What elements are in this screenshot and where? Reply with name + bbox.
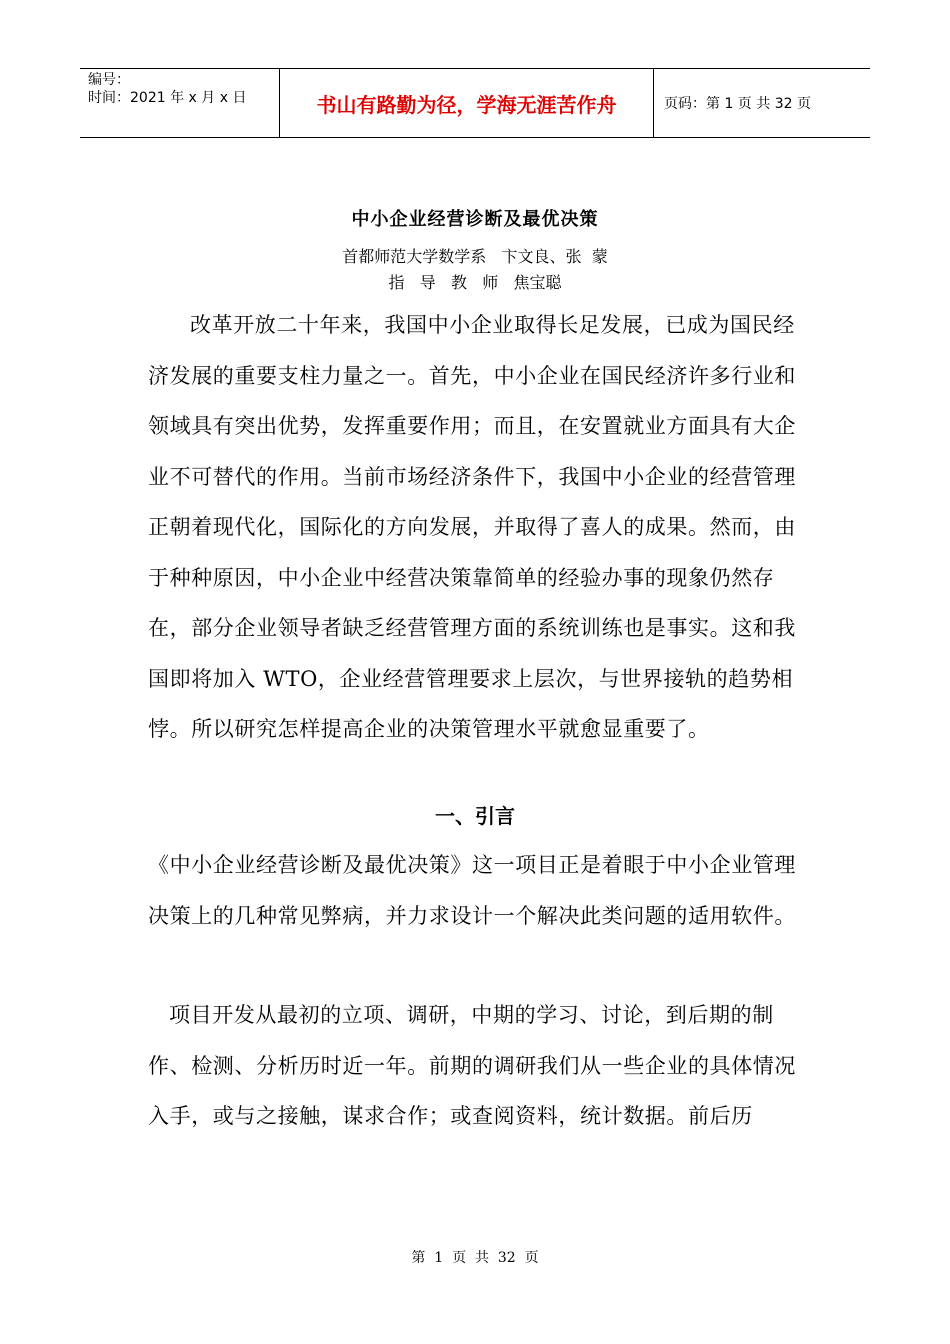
advisor-line: 指 导 教 师 焦宝聪 <box>388 273 562 292</box>
header-motto-cell <box>280 69 654 137</box>
document-title: 中小企业经营诊断及最优决策 <box>351 209 599 230</box>
page-footer: 第 1 页 共 32 页 <box>411 1250 539 1266</box>
number-label: 编号： <box>88 72 130 88</box>
header-meta-cell <box>80 69 280 137</box>
authors-line: 首都师范大学数学系 卞文良、张 蒙 <box>342 247 608 266</box>
header-table <box>80 68 870 138</box>
header-page-cell <box>654 69 870 137</box>
section-paragraph: 《中小企业经营诊断及最优决策》这一项目正是着眼于中小企业管理决策上的几种常见弊病，并力求设计一个解决此类问题的适用软件。 <box>148 853 796 928</box>
page-code: 页码：第 1 页 共 32 页 <box>664 96 811 112</box>
time-label: 时间：2021 年 x 月 x 日 <box>88 90 247 106</box>
motto: 书山有路勤为径，学海无涯苦作舟 <box>316 92 617 117</box>
intro-paragraph: 改革开放二十年来，我国中小企业取得长足发展，已成为国民经济发展的重要支柱力量之一。首先，中小企业在国民经济许多行业和领域具有突出优势，发挥重要作用；而且，在安置就业方面具有大企业不可替代的作用。当前市场经济条件下，我国中小企业的经营管理正朝着现代化，国际化的方向发展，并取得了喜人的成果。然而，由于种种原因，中小企业中经营决策靠简单的经验办事的现象仍然存在，部分企业领导者缺乏经营管理方面的系统训练也是事实。这和我国即将加入 WTO，企业经营管理要求上层次，与世界接轨的趋势相悖。所以研究怎样提高企业的决策管理水平就愈显重要了。 <box>148 313 796 741</box>
section-paragraph: 项目开发从最初的立项、调研，中期的学习、讨论，到后期的制作、检测、分析历时近一年。前期的调研我们从一些企业的具体情况入手，或与之接触，谋求合作；或查阅资料，统计数据。前后历 <box>148 1003 796 1128</box>
section-heading: 一、引言 <box>435 804 515 828</box>
